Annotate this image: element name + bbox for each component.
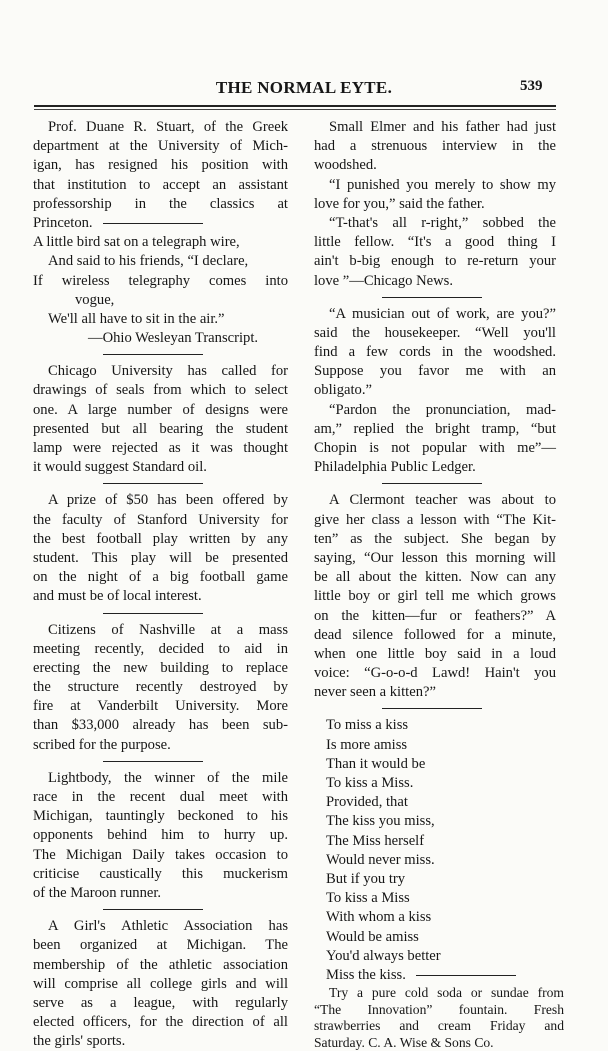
poem [314, 716, 556, 985]
text-line: Chicago University has called for [48, 363, 288, 380]
text-line: Lightbody, the winner of the mile [48, 769, 288, 786]
text-line: Provided, that [326, 794, 408, 811]
text-line: “The Innovation” fountain. Fresh [314, 1001, 564, 1017]
text-line: A prize of $50 has been offered by [48, 492, 288, 509]
news-item [33, 491, 288, 606]
text-line: on the night of a big football game [33, 569, 288, 586]
article-separator-rule [33, 607, 288, 621]
text-line: But if you try [326, 870, 406, 887]
text-line: it would suggest Standard oil. [33, 459, 207, 476]
text-line: the girls' sports. [33, 1033, 126, 1050]
text-line: Small Elmer and his father had just [329, 119, 556, 135]
text-line: Michigan, tauntingly beckoned to his [33, 808, 288, 825]
text-line: Try a pure cold soda or sundae from [329, 985, 564, 1001]
right-column [314, 118, 564, 1051]
publication-title: THE NORMAL EYTE. [215, 78, 393, 97]
news-item [33, 769, 288, 903]
news-item [314, 491, 556, 702]
news-item [314, 401, 556, 478]
article-separator-rule [314, 291, 556, 305]
text-line: than $33,000 already has been sub- [33, 717, 288, 734]
text-line: dead silence followed for a minute, [314, 626, 556, 643]
text-line: the structure recently destroyed by [33, 679, 288, 696]
text-line: You'd always better [326, 947, 441, 964]
text-line: Princeton. [33, 214, 288, 233]
article-separator-rule [314, 477, 556, 491]
text-line: had a strenuous interview in the [314, 138, 556, 155]
text-line: “T-that's all r-right,” sobbed the [329, 214, 556, 231]
text-line: am,” replied the bright tramp, “but [314, 420, 556, 437]
text-line: Citizens of Nashville at a mass [48, 621, 288, 638]
text-line: ain't b-big enough to re-return your [314, 253, 556, 270]
text-line: find a few cords in the woodshed. [314, 344, 556, 361]
text-line: And said to his friends, “I declare, [48, 253, 249, 270]
text-line: membership of the athletic association [33, 956, 288, 973]
text-line: love ”—Chicago News. [314, 272, 454, 289]
text-line: vogue, [75, 291, 115, 308]
text-line: Than it would be [326, 755, 426, 772]
text-line: If wireless telegraphy comes into [33, 272, 288, 289]
text-line: never seen a kitten?” [314, 684, 436, 701]
text-line: igan, has resigned his position with [33, 157, 288, 174]
left-column [33, 118, 288, 1051]
article-separator-rule [33, 348, 288, 362]
text-line: opponents behind him to hurry up. [33, 827, 288, 844]
text-line: fire at Vanderbilt University. More [33, 698, 288, 715]
text-line: A little bird sat on a telegraph wire, [33, 234, 240, 251]
text-line: Saturday. C. A. Wise & Sons Co. [314, 1034, 494, 1050]
page-number: 539 [520, 78, 543, 94]
text-line: Would never miss. [326, 851, 435, 868]
text-line: With whom a kiss [326, 909, 432, 926]
text-line: of the Maroon runner. [33, 884, 162, 901]
text-line: the faculty of Stanford University for [33, 511, 288, 528]
text-line: Would be amiss [326, 928, 419, 945]
text-line: professorship in the classics at [33, 195, 288, 212]
text-line: drawings of seals from which to select [33, 382, 288, 399]
text-line: To kiss a Miss [326, 890, 410, 907]
news-item [33, 621, 288, 755]
text-line: serve as a league, with regularly [33, 994, 288, 1011]
article-separator-rule [33, 903, 288, 917]
text-line: on the kitten—fur or feathers?” A [314, 607, 556, 624]
article-separator-rule [33, 755, 288, 769]
news-item [33, 118, 288, 233]
article-separator-rule [103, 223, 203, 224]
text-line: scribed for the purpose. [33, 736, 171, 753]
text-line: meeting recently, decided to aid in [33, 640, 288, 657]
text-line: ten” as the subject. She began by [314, 530, 556, 547]
text-line: one. A large number of designs were [33, 401, 288, 418]
text-line: Is more amiss [326, 736, 408, 753]
article-separator-rule [314, 702, 556, 716]
text-line: To kiss a Miss. [326, 775, 414, 791]
text-line: criticise caustically this muckerism [33, 865, 288, 882]
news-item [33, 917, 288, 1051]
text-line: —Ohio Wesleyan Transcript. [88, 330, 259, 347]
text-line: Miss the kiss. [314, 966, 556, 985]
text-line: been organized at Michigan. The [33, 937, 288, 954]
text-line: The Michigan Daily takes occasion to [33, 846, 288, 863]
text-line: Prof. Duane R. Stuart, of the Greek [48, 119, 288, 135]
text-line: We'll all have to sit in the air.” [48, 310, 225, 327]
text-line: obligato.” [314, 382, 372, 399]
news-item [314, 305, 556, 401]
text-line: and must be of local interest. [33, 588, 202, 605]
news-item [314, 214, 556, 291]
text-line: saying, “Our lesson this morning will [314, 549, 556, 566]
text-line: student. This play will be presented [33, 549, 288, 566]
text-line: the best football play written by any [33, 530, 288, 547]
text-line: love for you,” said the father. [314, 195, 485, 212]
text-line: said the housekeeper. “Well you'll [314, 324, 556, 341]
text-line: To miss a kiss [326, 717, 409, 734]
text-line: Suppose you favor me with an [314, 363, 556, 380]
text-line: when one little boy said in a loud [314, 645, 556, 662]
text-line: little boy or girl tell me which grows [314, 588, 556, 605]
text-line: give her class a lesson with “The Kit- [314, 511, 556, 528]
text-line: erecting the new building to replace [33, 659, 288, 676]
text-line: “A musician out of work, are you?” [329, 305, 556, 322]
text-line: little fellow. “It's a good thing I [314, 234, 556, 251]
text-line: A Girl's Athletic Association has [48, 918, 288, 935]
text-line: “Pardon the pronunciation, mad- [329, 401, 556, 418]
text-line: presented but all bearing the student [33, 420, 288, 437]
text-line: Philadelphia Public Ledger. [314, 459, 476, 476]
poem [33, 233, 288, 348]
text-line: elected officers, for the direction of all [33, 1014, 288, 1031]
text-line: The Miss herself [326, 832, 425, 849]
header-double-rule [34, 105, 556, 110]
text-line: voice: “G-o-o-d Lawd! Hain't you [314, 665, 556, 682]
news-item [314, 176, 556, 214]
text-line: “I punished you merely to show my [329, 176, 556, 193]
text-line: will comprise all college girls and will [33, 975, 288, 992]
text-line: woodshed. [314, 157, 377, 174]
text-line: strawberries and cream Friday and [314, 1018, 564, 1034]
text-line: department at the University of Mich- [33, 138, 288, 155]
text-line: that institution to accept an assistant [33, 176, 288, 193]
article-separator-rule [416, 975, 516, 976]
text-line: race in the recent dual meet with [33, 789, 288, 805]
news-item [33, 362, 288, 477]
text-line: be all about the kitten. Now can any [314, 569, 556, 586]
text-line: Chopin is not popular with me”— [314, 440, 556, 456]
text-line: A Clermont teacher was about to [329, 492, 556, 509]
news-item [314, 118, 556, 176]
advertisement [314, 985, 564, 1051]
text-line: lamp were rejected as it was thought [33, 440, 288, 456]
article-separator-rule [33, 477, 288, 491]
text-line: The kiss you miss, [326, 813, 435, 830]
